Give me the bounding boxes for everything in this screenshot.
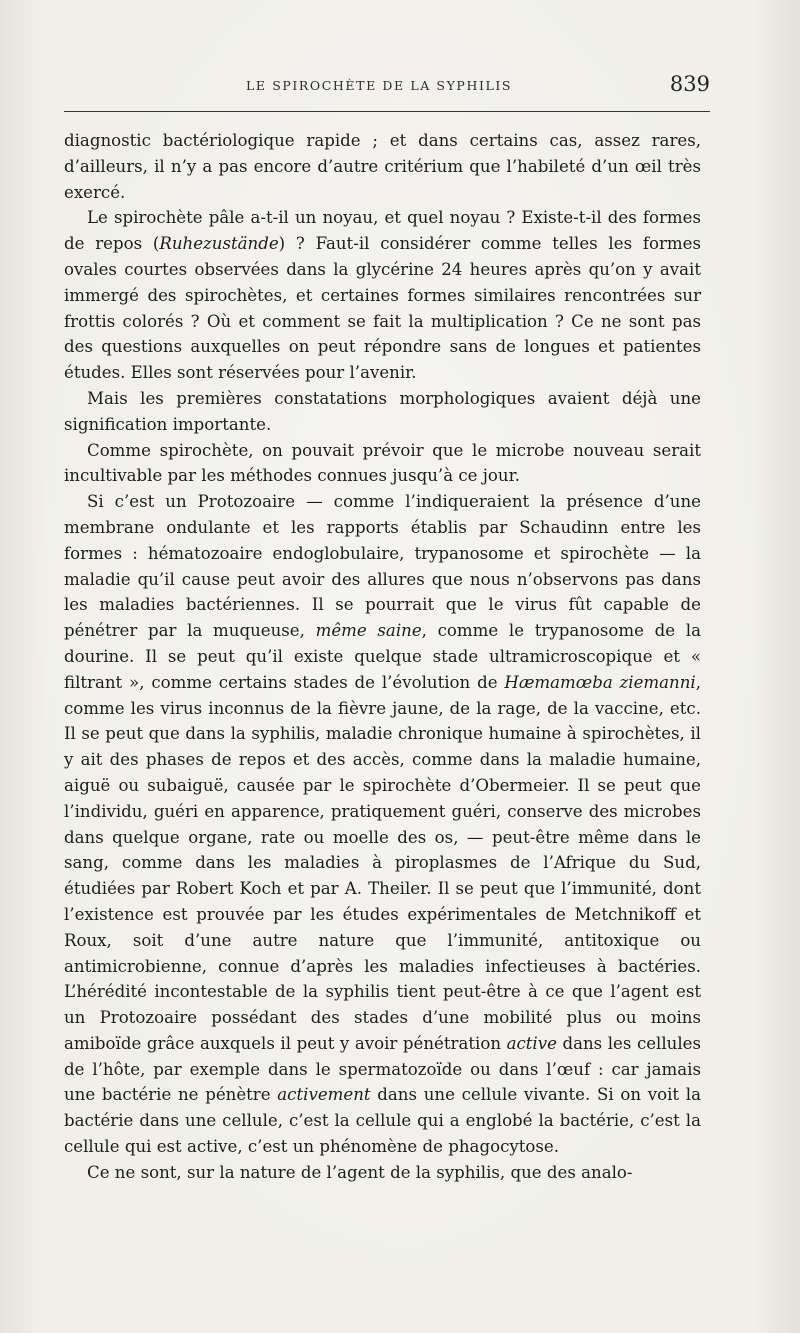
page-number: 839 [669,72,710,96]
paragraph-2 [64,205,701,386]
paragraph-5-text-a: Si c’est un Protozoaire — comme l’indiqueraient la présence d’une membrane ondulante et les rapports établis par Schaudinn entre les formes : hématozoaire endoglobulaire, trypanosome et spirochète — la maladie qu’il cause peut avoir des allures que nous n’observons pas dans les maladies bactériennes. Il se pourrait que le virus fût capable de pénétrer par la muqueuse, [64,492,701,641]
header-rule [64,111,710,112]
paragraph-5-text-c: , comme les virus inconnus de la fièvre jaune, de la rage, de la vaccine, etc. Il se peut que dans la syphilis, maladie chronique humaine à spirochètes, il y ait des phases de repos et des accès, comme dans la maladie humaine, aiguë ou subaiguë, causée par le spirochète d’Obermeier. Il se peut que l’individu, guéri en apparence, pratiquement guéri, conserve des microbes dans quelque organe, rate ou moelle des os, — peut-être même dans le sang, comme dans les maladies à piroplasmes de l’Afrique du Sud, étudiées par Robert Koch et par A. Theiler. Il se peut que l’immunité, dont l’existence est prouvée par les études expérimentales de Metchnikoff et Roux, soit d’une autre nature que l’immunité, antitoxique ou antimicrobienne, connue d’après les maladies infectieuses à bactéries. L’hérédité incontestable de la syphilis tient peut-être à ce que l’agent est un Protozoaire possédant des stades d’une mobilité plus ou moins amiboïde grâce auxquels il peut y avoir pénétration [64,672,702,1053]
paragraph-1: diagnostic bactériologique rapide ; et dans certains cas, assez rares, d’ailleurs, il n’y a pas encore d’autre critérium que l’habileté d’un œil très exercé. [64,131,701,202]
paragraph-5-text-d: dans les cellules de l’hôte, par exemple dans le spermatozoïde ou dans l’œuf : car jamais une bactérie ne pénètre [64,1033,701,1105]
page-header [64,72,710,102]
term-ruhezustande: Ruhezustände [159,234,279,254]
emphasis-activement: activement [277,1085,371,1105]
emphasis-meme-saine: même saine [315,621,422,641]
emphasis-active: active [506,1033,557,1053]
paragraph-3: Mais les premières constatations morphologiques avaient déjà une signification importante. [64,388,701,434]
running-title: LE SPIROCHÈTE DE LA SYPHILIS [246,78,513,93]
paragraph-4: Comme spirochète, on pouvait prévoir que le microbe nouveau serait incultivable par les méthodes connues jusqu’à ce jour. [64,440,701,486]
paragraph-5 [64,489,701,1160]
species-name: Hæmamœba ziemanni [504,672,696,692]
paragraph-6: Ce ne sont, sur la nature de l’agent de la syphilis, que des analo- [87,1162,633,1182]
body-text [64,128,701,1186]
paragraph-5-text-b: , comme le trypanosome de la dourine. Il se peut qu’il existe quelque stade ultramicroscopique et « filtrant », comme certains stades de l’évolution de [64,621,702,692]
paragraph-5-text-e: dans une cellule vivante. Si on voit la bactérie dans une cellule, c’est la cellule qui a englobé la bactérie, c’est la cellule qui est active, c’est un phénomène de phagocytose. [64,1085,701,1157]
paragraph-2-text-a: Le spirochète pâle a-t-il un noyau, et quel noyau ? Existe-t-il des formes de repos ( [64,208,701,254]
paragraph-2-text-b: ) ? Faut-il considérer comme telles les formes ovales courtes observées dans la glycérine 24 heures après qu’on y avait immergé des spirochètes, et certaines formes similaires rencontrées sur frottis colorés ? Où et comment se fait la multiplication ? Ce ne sont pas des questions auxquelles on peut répondre sans de longues et patientes études. Elles sont réservées pour l’avenir. [64,234,701,383]
